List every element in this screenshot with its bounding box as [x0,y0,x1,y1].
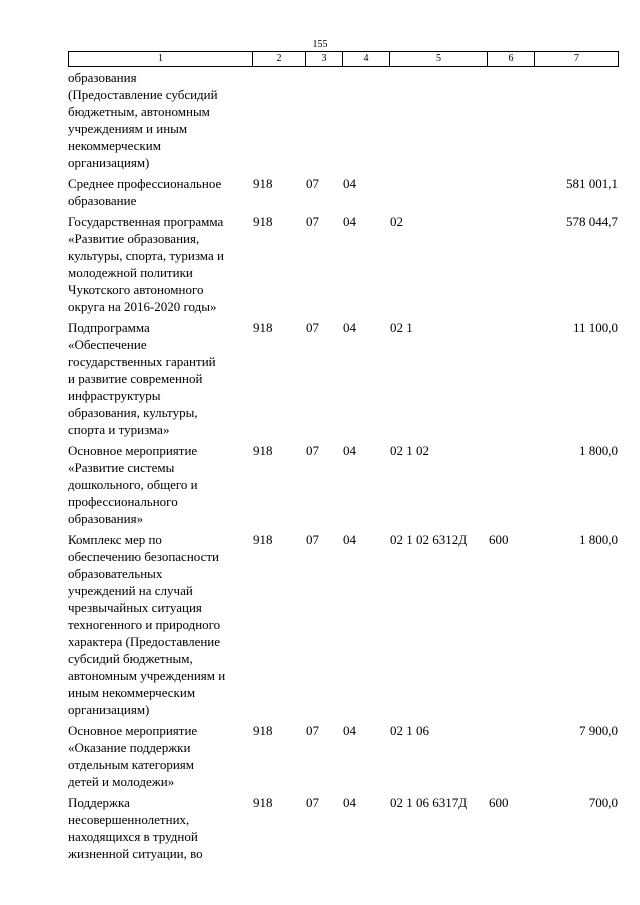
row-name: Государственная программа «Развитие образования, культуры, спорта, туризма и молодежной политики Чукотского автономного округа на 2016-2020 годы» [68,214,224,314]
row-section: 07 [306,532,319,547]
row-target-article: 02 1 02 [390,443,429,458]
column-header-4: 4 [343,52,390,67]
column-header-2: 2 [253,52,306,67]
row-grbs: 918 [253,532,273,547]
table-row [68,722,620,790]
row-grbs: 918 [253,723,273,738]
row-grbs: 918 [253,320,273,335]
row-sum: 581 001,1 [566,176,618,191]
row-expense-type: 600 [489,532,509,547]
row-section: 07 [306,320,319,335]
row-subsection: 04 [343,532,356,547]
row-subsection: 04 [343,320,356,335]
row-section: 07 [306,723,319,738]
row-name: Комплекс мер по обеспечению безопасности образовательных учреждений на случай чрезвычайных ситуация техногенного и природного характера (Предоставление субсидий бюджетным, автономным учреждениям и иным некоммерческим организациям) [68,532,226,717]
row-name: Среднее профессиональное образование [68,176,222,208]
row-name: Основное мероприятие «Оказание поддержки отдельным категориям детей и молодежи» [68,723,198,789]
row-subsection: 04 [343,723,356,738]
row-grbs: 918 [253,176,273,191]
row-sum: 7 900,0 [579,723,618,738]
column-header-table [68,51,619,67]
row-target-article: 02 1 [390,320,413,335]
table-row [68,213,620,315]
row-target-article: 02 [390,214,403,229]
row-name: Подпрограмма «Обеспечение государственных гарантий и развитие современной инфраструктуры образования, культуры, спорта и туризма» [68,320,216,437]
column-header-6: 6 [488,52,535,67]
row-sum: 1 800,0 [579,532,618,547]
column-header-7: 7 [535,52,619,67]
row-subsection: 04 [343,443,356,458]
table-row [68,794,620,862]
row-name: образования (Предоставление субсидий бюджетным, автономным учреждениям и иным некоммерческим организациям) [68,70,218,170]
table-row [68,531,620,718]
table-row [68,319,620,438]
column-header-3: 3 [306,52,343,67]
table-row [68,69,620,171]
table-row [68,442,620,527]
row-target-article: 02 1 06 6317Д [390,795,468,810]
row-sum: 11 100,0 [572,320,618,335]
row-expense-type: 600 [489,795,509,810]
table-body [68,69,620,862]
row-sum: 700,0 [588,795,618,810]
row-sum: 1 800,0 [579,443,618,458]
row-grbs: 918 [253,214,273,229]
row-subsection: 04 [343,214,356,229]
row-grbs: 918 [253,795,273,810]
row-section: 07 [306,214,319,229]
row-name: Основное мероприятие «Развитие системы дошкольного, общего и профессионального образования» [68,443,198,526]
row-subsection: 04 [343,795,356,810]
row-section: 07 [306,176,319,191]
row-target-article: 02 1 02 6312Д [390,532,468,547]
row-subsection: 04 [343,176,356,191]
row-section: 07 [306,443,319,458]
column-header-1: 1 [69,52,253,67]
row-section: 07 [306,795,319,810]
row-name: Поддержка несовершеннолетних, находящихся в трудной жизненной ситуации, во [68,795,203,861]
table-row [68,175,620,209]
column-header-5: 5 [390,52,488,67]
row-sum: 578 044,7 [566,214,618,229]
row-grbs: 918 [253,443,273,458]
row-target-article: 02 1 06 [390,723,429,738]
page-number: 155 [312,39,328,50]
column-header-row [69,52,619,67]
